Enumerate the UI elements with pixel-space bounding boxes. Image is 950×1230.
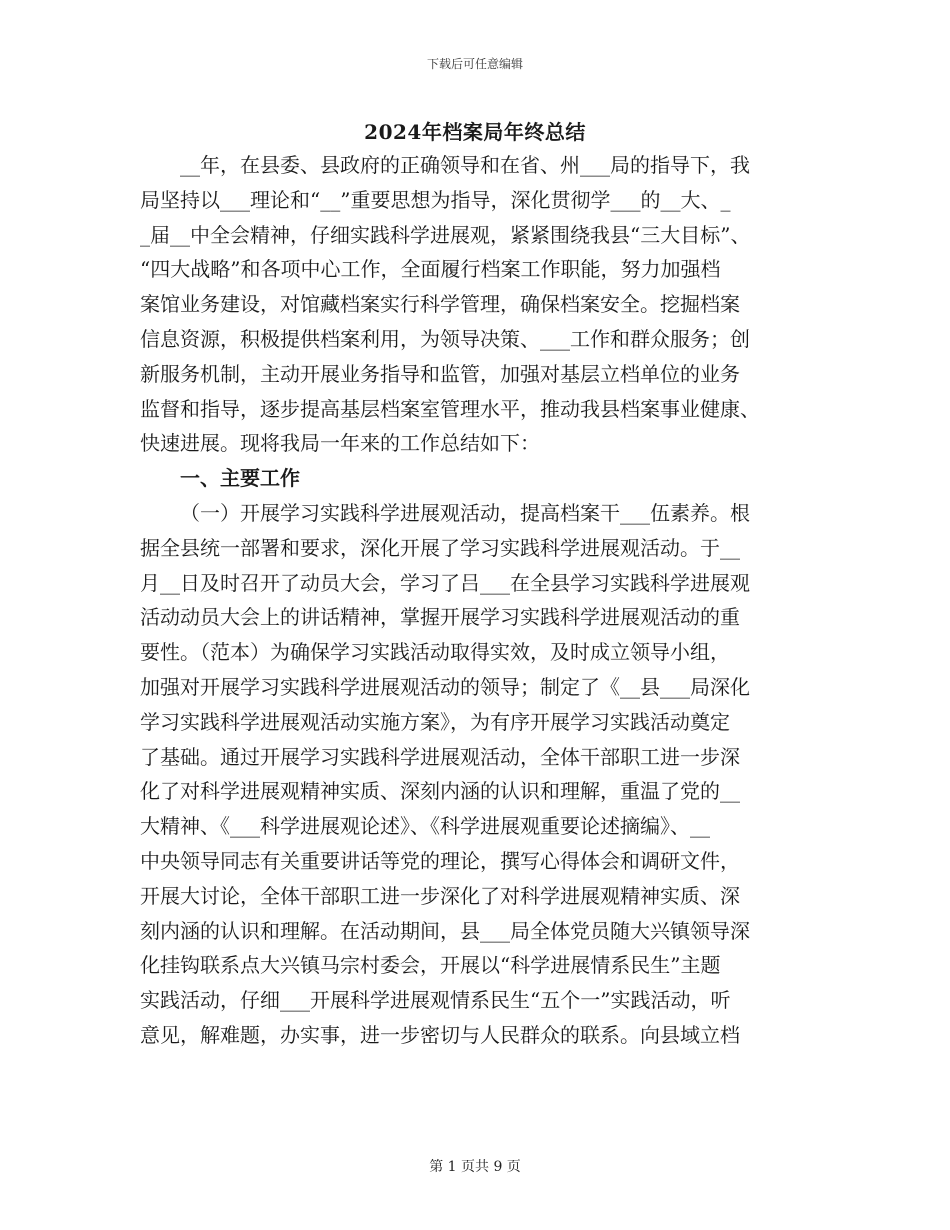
body-line: 月__日及时召开了动员大会，学习了吕___在全县学习实践科学进展观 (140, 570, 750, 595)
body-line: 学习实践科学进展观活动实施方案》，为有序开展学习实践活动奠定 (140, 709, 730, 734)
body-line: 案馆业务建设，对馆藏档案实行科学管理，确保档案安全。挖掘档案 (140, 292, 740, 317)
body-line: 新服务机制，主动开展业务指导和监管，加强对基层立档单位的业务 (140, 361, 740, 386)
document-body (140, 148, 812, 1053)
body-line: 意见，解难题，办实事，进一步密切与人民群众的联系。向县域立档 (140, 1022, 740, 1047)
body-line: 监督和指导，逐步提高基层档案室管理水平，推动我县档案事业健康、 (140, 396, 760, 421)
section-heading: 一、主要工作 (180, 466, 300, 491)
body-line: 快速进展。现将我局一年来的工作总结如下： (140, 431, 540, 456)
body-line: 加强对开展学习实践科学进展观活动的领导；制定了《__县___局深化 (140, 674, 750, 699)
header-note: 下载后可任意编辑 (426, 57, 523, 71)
body-line: 局坚持以___理论和“__”重要思想为指导，深化贯彻学___的__大、_ (140, 187, 731, 212)
body-line: 活动动员大会上的讲话精神，掌握开展学习实践科学进展观活动的重 (140, 605, 740, 630)
body-line: “四大战略”和各项中心工作，全面履行档案工作职能，努力加强档 (140, 257, 721, 282)
body-line: 化了对科学进展观精神实质、深刻内涵的认识和理解，重温了党的__ (140, 779, 740, 804)
body-line: 大精神、《___科学进展观论述》、《科学进展观重要论述摘编》、__ (140, 814, 710, 839)
body-line: 据全县统一部署和要求，深化开展了学习实践科学进展观活动。于__ (140, 535, 740, 560)
body-line: 信息资源，积极提供档案利用，为领导决策、___工作和群众服务；创 (140, 326, 750, 351)
body-line: 实践活动，仔细___开展科学进展观情系民生“五个一”实践活动，听 (140, 988, 731, 1013)
body-line: 化挂钩联系点大兴镇马宗村委会，开展以“科学进展情系民生”主题 (140, 953, 721, 978)
body-line: 了基础。通过开展学习实践科学进展观活动，全体干部职工进一步深 (140, 744, 740, 769)
body-line: __年，在县委、县政府的正确领导和在省、州___局的指导下，我 (180, 153, 750, 177)
body-line: 要性。（范本）为确保学习实践活动取得实效，及时成立领导小组， (140, 640, 730, 665)
page-number: 第 1 页共 9 页 (429, 1159, 521, 1175)
body-line: _届__中全会精神，仔细实践科学进展观，紧紧围绕我县“三大目标”、 (140, 222, 751, 247)
body-line: 中央领导同志有关重要讲话等党的理论，撰写心得体会和调研文件， (140, 848, 740, 873)
body-line: 开展大讨论，全体干部职工进一步深化了对科学进展观精神实质、深 (140, 883, 740, 908)
body-line: 刻内涵的认识和理解。在活动期间，县___局全体党员随大兴镇领导深 (140, 918, 750, 943)
body-line: （一）开展学习实践科学进展观活动，提高档案干___伍素养。根 (180, 500, 750, 525)
document-title: 2024年档案局年终总结 (364, 120, 586, 144)
